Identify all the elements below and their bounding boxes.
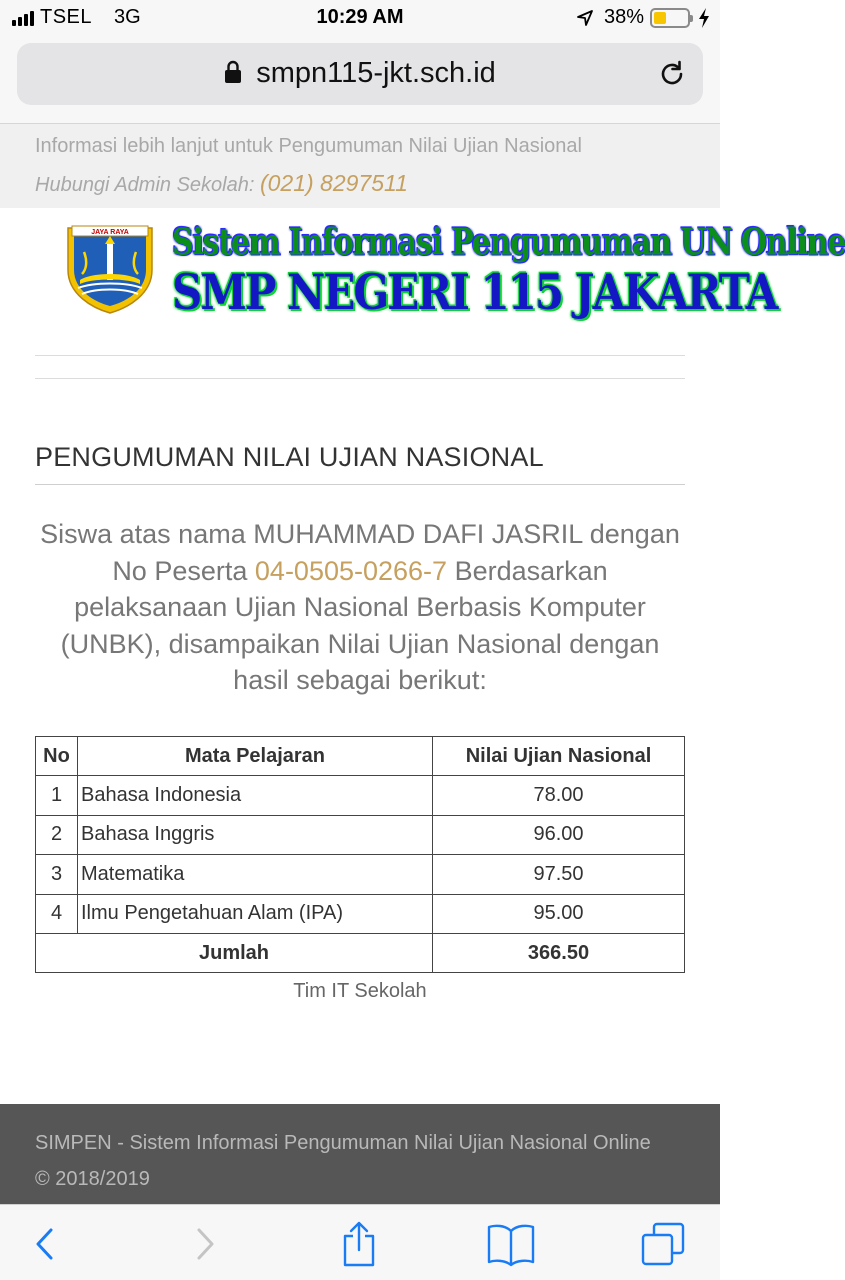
banner-school-name: SMP NEGERI 115 JAKARTA	[172, 264, 777, 321]
back-button[interactable]	[20, 1219, 70, 1269]
footer-copyright: © 2018/2019	[35, 1168, 150, 1190]
reload-icon[interactable]	[657, 59, 687, 89]
book-icon	[486, 1222, 536, 1266]
header-banner	[64, 220, 845, 325]
header-score: Nilai Ujian Nasional	[433, 737, 685, 776]
banner-title: Sistem Informasi Pengumuman UN Online	[172, 222, 845, 264]
table-row	[36, 855, 685, 894]
result-intro-text: Siswa atas nama MUHAMMAD DAFI JASRIL dengan No Peserta	[40, 519, 680, 586]
forward-button[interactable]	[180, 1219, 230, 1269]
signature-text: Tim IT Sekolah	[293, 980, 427, 1002]
footer-title: SIMPEN - Sistem Informasi Pengumuman Nilai Ujian Nasional Online	[35, 1132, 651, 1154]
share-icon	[339, 1220, 379, 1268]
tabs-icon	[640, 1221, 686, 1267]
contact-label: Hubungi Admin Sekolah:	[35, 174, 255, 196]
result-paragraph	[35, 516, 685, 699]
total-score: 366.50	[433, 933, 685, 972]
row-no: 2	[36, 815, 78, 854]
table-row	[36, 776, 685, 815]
scores-table	[35, 736, 685, 973]
chevron-left-icon	[33, 1226, 57, 1262]
divider	[35, 355, 685, 356]
header-no: No	[36, 737, 78, 776]
crest-motto: JAYA RAYA	[91, 229, 129, 236]
total-label: Jumlah	[36, 933, 433, 972]
browser-address-area	[0, 38, 720, 124]
status-bar	[0, 0, 720, 38]
jakarta-crest-logo	[64, 222, 156, 314]
row-no: 1	[36, 776, 78, 815]
row-score: 95.00	[433, 894, 685, 933]
battery-icon	[650, 8, 690, 28]
peserta-number: 04-0505-0266-7	[254, 555, 448, 586]
section-title: PENGUMUMAN NILAI UJIAN NASIONAL	[35, 442, 544, 472]
url-display[interactable]	[17, 57, 703, 90]
row-subject: Matematika	[78, 855, 433, 894]
battery-percent: 38%	[603, 6, 644, 28]
clock: 10:29 AM	[316, 6, 404, 28]
address-bar[interactable]	[17, 43, 703, 105]
divider	[35, 484, 685, 485]
result-outro-text: Berdasarkan pelaksanaan Ujian Nasional Berbasis Komputer (UNBK), disampaikan Nilai Ujian Nasional dengan hasil sebagai berikut:	[60, 555, 660, 695]
browser-toolbar	[0, 1204, 720, 1280]
row-no: 4	[36, 894, 78, 933]
share-button[interactable]	[334, 1219, 384, 1269]
url-text: smpn115-jkt.sch.id	[256, 57, 496, 89]
divider	[35, 378, 685, 379]
row-score: 97.50	[433, 855, 685, 894]
table-header-row	[36, 737, 685, 776]
row-subject: Bahasa Indonesia	[78, 776, 433, 815]
tabs-button[interactable]	[638, 1219, 688, 1269]
row-subject: Bahasa Inggris	[78, 815, 433, 854]
bookmarks-button[interactable]	[486, 1219, 536, 1269]
table-total-row	[36, 933, 685, 972]
lock-icon	[224, 60, 242, 84]
header-subject: Mata Pelajaran	[78, 737, 433, 776]
row-no: 3	[36, 855, 78, 894]
contact-line	[35, 170, 408, 197]
status-right	[576, 6, 710, 29]
phone-link[interactable]: (021) 8297511	[259, 170, 408, 196]
info-text: Informasi lebih lanjut untuk Pengumuman Nilai Ujian Nasional	[35, 135, 582, 157]
location-arrow-icon	[576, 9, 594, 27]
page-footer	[0, 1104, 720, 1204]
carrier-label: TSEL	[40, 6, 93, 28]
row-score: 78.00	[433, 776, 685, 815]
network-label: 3G	[114, 6, 141, 28]
charging-bolt-icon	[698, 8, 710, 28]
row-subject: Ilmu Pengetahuan Alam (IPA)	[78, 894, 433, 933]
row-score: 96.00	[433, 815, 685, 854]
chevron-right-icon	[193, 1226, 217, 1262]
table-row	[36, 815, 685, 854]
table-row	[36, 894, 685, 933]
info-bar	[0, 124, 720, 208]
